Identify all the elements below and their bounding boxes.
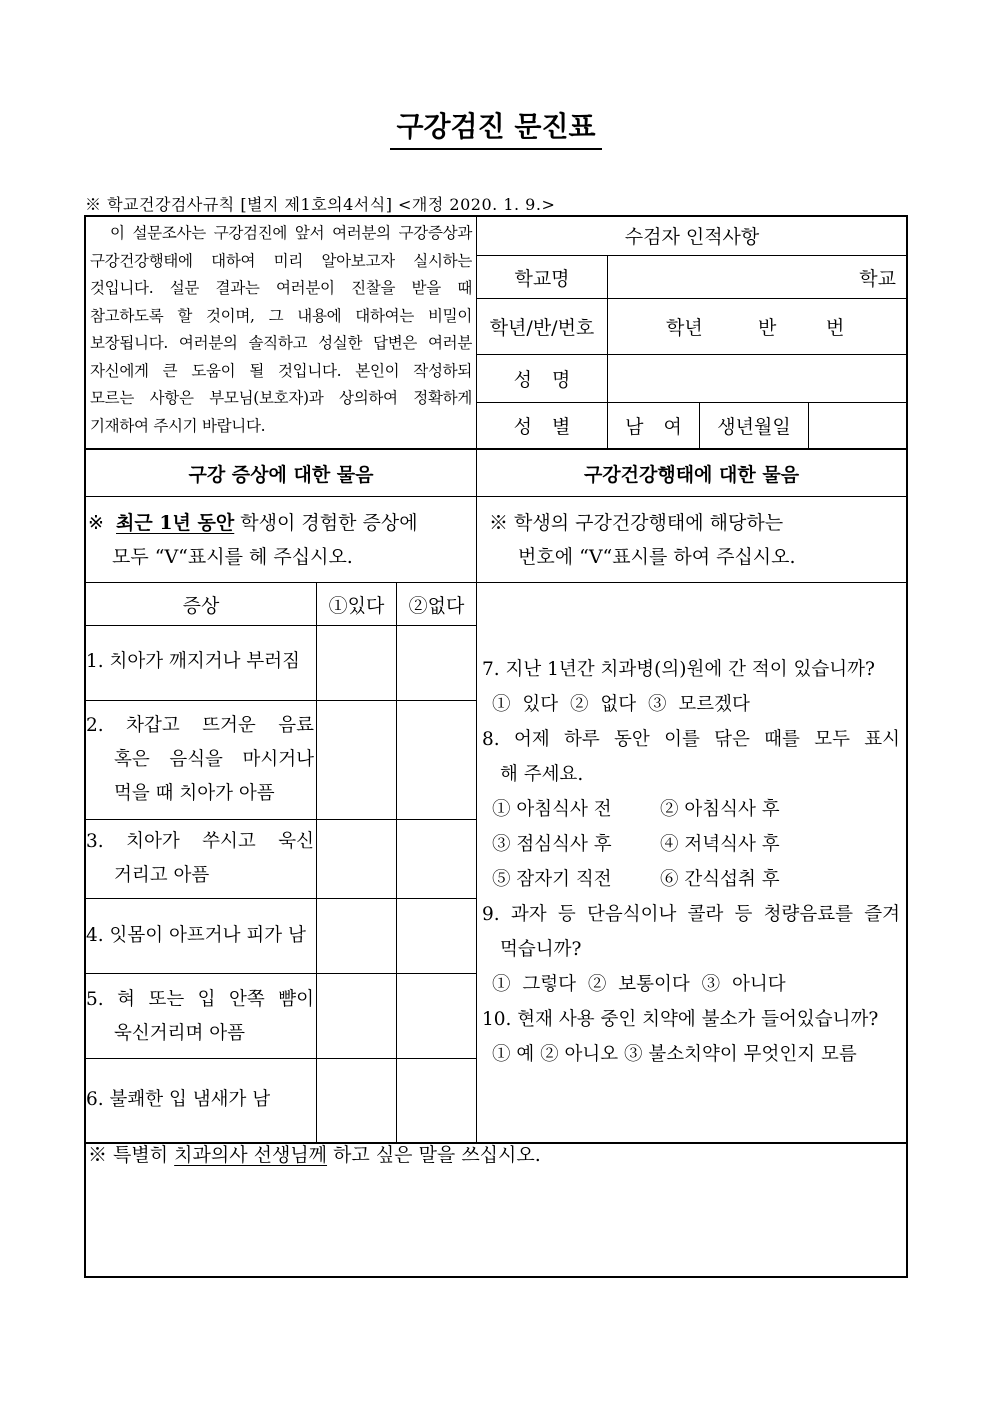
intro-line: 참고하도록 할 것이며, 그 내용에 대하여는 비밀이: [90, 306, 472, 325]
symptom-6-no-cell[interactable]: [397, 1059, 476, 1142]
footer-note: ※ 특별히 치과의사 선생님께 하고 싶은 말을 쓰십시오.: [88, 1144, 541, 1166]
symptom-6: 6. 불쾌한 입 냄새가 남: [86, 1089, 271, 1110]
q8-option[interactable]: ⑤ 잠자기 직전: [492, 869, 612, 890]
left-note-line1: ※ 최근 1년 동안 학생이 경험한 증상에: [88, 512, 418, 534]
symptom-4-no-cell[interactable]: [397, 899, 476, 973]
right-section-header: 구강건강행태에 대한 물음: [583, 463, 800, 486]
name-field[interactable]: [608, 355, 906, 402]
intro-line: 이 설문조사는 구강검진에 앞서 여러분의 구강증상과: [110, 224, 472, 242]
symptom-5-yes-cell[interactable]: [317, 974, 396, 1058]
intro-line: 것입니다. 설문 결과는 여러분이 진찰을 받을 때: [90, 279, 472, 297]
question-8: 8. 어제 하루 동안 이를 닦은 때를 모두 표시: [482, 729, 900, 750]
comment-field[interactable]: [86, 1174, 906, 1274]
left-note-line2: 모두 “V“표시를 헤 주십시오.: [112, 546, 353, 568]
page-title: 구강검진 문진표: [0, 105, 992, 150]
intro-line: 구강건강행태에 대하여 미리 알아보고자 실시하는: [90, 251, 472, 270]
sex-label: 성 별: [513, 416, 571, 438]
symptom-5: 5. 혀 또는 입 안쪽 뺨이 욱신거리며 아픔: [86, 989, 314, 1044]
symptom-1: 1. 치아가 깨지거나 부러짐: [86, 651, 301, 672]
grade-label: 학년: [666, 317, 703, 339]
intro-line: 보장됩니다. 여러분의 솔직하고 성실한 답변은 여러분: [90, 334, 472, 352]
col-no: ②없다: [408, 594, 465, 617]
symptom-1-no-cell[interactable]: [397, 626, 476, 700]
class-label: 학년/반/번호: [489, 317, 595, 339]
q8-option[interactable]: ② 아침식사 후: [660, 799, 780, 820]
symptom-1-yes-cell[interactable]: [317, 626, 396, 700]
rule-reference: ※ 학교건강검사규칙 [별지 제1호의4서식] <개정 2020. 1. 9.>: [85, 195, 556, 214]
class-field[interactable]: [608, 299, 906, 354]
symptom-4-yes-cell[interactable]: [317, 899, 396, 973]
q8-option[interactable]: ⑥ 간식섭취 후: [660, 869, 780, 890]
divider: [84, 496, 908, 497]
symptom-4: 4. 잇몸이 아프거나 피가 남: [86, 925, 306, 946]
footer-emphasis: 치과의사 선생님께: [174, 1144, 328, 1166]
name-label: 성 명: [513, 369, 571, 391]
note-emphasis: 최근 1년 동안: [116, 512, 235, 534]
question-8-options-row3: [482, 862, 780, 897]
class-number-label: 반: [758, 317, 777, 339]
intro-text: [90, 220, 472, 440]
question-10-options[interactable]: ① 예 ② 아니오 ③ 불소치약이 무엇인지 모름: [492, 1044, 857, 1065]
symptom-6-yes-cell[interactable]: [317, 1059, 396, 1142]
question-9: 9. 과자 등 단음식이나 콜라 등 청량음료를 즐겨: [482, 904, 900, 925]
birth-label: 생년월일: [717, 416, 791, 438]
right-note-line1: ※ 학생의 구강건강행태에 해당하는: [489, 512, 784, 534]
symptom-3-yes-cell[interactable]: [317, 820, 396, 898]
intro-line: 기재하여 주시기 바랍니다.: [90, 416, 266, 435]
intro-line: 모르는 사항은 부모님(보호자)과 상의하여 정확하게: [90, 389, 472, 407]
intro-line: 자신에게 큰 도움이 될 것입니다. 본인이 작성하되: [90, 361, 472, 380]
question-8-options-row2: [482, 827, 780, 862]
left-section-header: 구강 증상에 대한 물음: [188, 463, 374, 486]
symptom-3: 3. 치아가 쑤시고 욱신 거리고 아픔: [86, 831, 314, 886]
table-border-bottom: [84, 1276, 908, 1278]
symptom-3-no-cell[interactable]: [397, 820, 476, 898]
q8-option[interactable]: ③ 점심식사 후: [492, 834, 612, 855]
question-8-cont: 해 주세요.: [500, 764, 584, 785]
symptom-2: 2. 차갑고 뜨거운 음료 혹은 음식을 마시거나 먹을 때 치아가 아픔: [86, 715, 314, 804]
question-7: 7. 지난 1년간 치과병(의)원에 간 적이 있습니까?: [482, 659, 875, 680]
examinee-header: 수검자 인적사항: [624, 226, 760, 248]
col-yes: ①있다: [328, 594, 385, 617]
question-10: 10. 현재 사용 중인 치약에 불소가 들어있습니까?: [482, 1009, 879, 1030]
sex-options[interactable]: 남 여: [625, 416, 682, 438]
school-suffix: 학교: [859, 267, 896, 290]
col-symptom: 증상: [182, 594, 220, 617]
birth-field[interactable]: [809, 403, 906, 448]
q8-option[interactable]: ④ 저녁식사 후: [660, 834, 780, 855]
table-border-right: [906, 215, 908, 1278]
q8-option[interactable]: ① 아침식사 전: [492, 799, 612, 820]
right-note-line2: 번호에 “V“표시를 하여 주십시오.: [518, 546, 796, 568]
symptom-2-no-cell[interactable]: [397, 701, 476, 819]
symptom-5-no-cell[interactable]: [397, 974, 476, 1058]
question-8-options-row1: [482, 792, 780, 827]
question-7-options[interactable]: ① 있다 ② 없다 ③ 모르겠다: [492, 694, 750, 715]
symptom-2-yes-cell[interactable]: [317, 701, 396, 819]
school-label: 학교명: [514, 267, 570, 290]
question-9-cont: 먹습니까?: [500, 939, 582, 960]
school-field[interactable]: [608, 256, 906, 298]
question-9-options[interactable]: ① 그렇다 ② 보통이다 ③ 아니다: [492, 974, 786, 995]
number-label: 번: [826, 317, 845, 339]
